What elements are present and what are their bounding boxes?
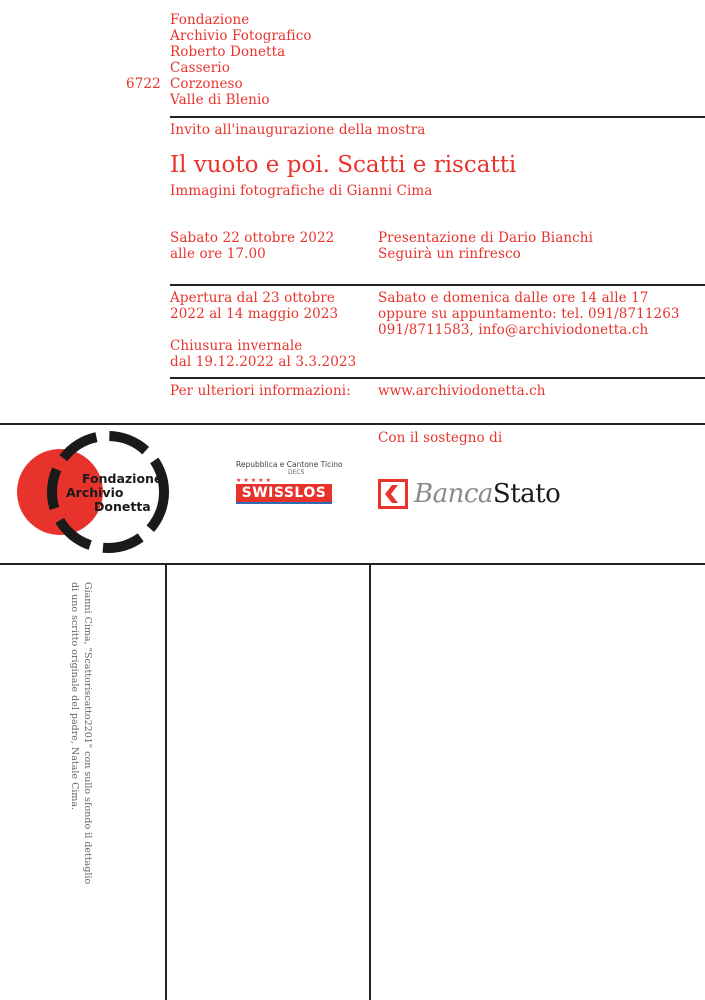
- banca-word: Banca: [414, 479, 493, 509]
- presentation-text: Presentazione di Dario Bianchi: [378, 230, 594, 246]
- divider: [170, 284, 705, 286]
- foundation-logo: [10, 430, 170, 560]
- winter-closure: [170, 338, 356, 370]
- divider: [170, 377, 705, 379]
- stars-icon: ★★★★★: [236, 477, 273, 484]
- address-line: Valle di Blenio: [170, 92, 270, 108]
- divider: [0, 563, 705, 565]
- swisslos-wordmark: SWISSLOS: [236, 484, 332, 504]
- swisslos-decs: DECS: [288, 469, 305, 476]
- website-link[interactable]: www.archiviodonetta.ch: [378, 383, 546, 399]
- bancastato-wordmark: [414, 479, 560, 509]
- winter-closure-line: Chiusura invernale: [170, 338, 303, 354]
- support-label: Con il sostegno di: [378, 430, 503, 446]
- opening-period: [170, 290, 338, 322]
- presentation-block: [378, 230, 593, 262]
- caption-line: Gianni Cima, "Scattoriscatto2201" con sullo sfondo il dettaglio: [82, 582, 93, 885]
- logo-text-line: Donetta: [94, 499, 151, 514]
- opening-period-line: Apertura dal 23 ottobre: [170, 290, 336, 306]
- schedule-line: oppure su appuntamento: tel. 091/8711263: [378, 306, 680, 322]
- caption-line: di uno scritto originale del padre, Natale Cima.: [69, 582, 80, 811]
- bancastato-mark-icon: [378, 479, 408, 509]
- exhibition-title: Il vuoto e poi. Scatti e riscatti: [170, 152, 517, 178]
- photo-caption: [64, 582, 94, 912]
- winter-closure-line: dal 19.12.2022 al 3.3.2023: [170, 354, 357, 370]
- schedule-line: 091/8711583, info@archiviodonetta.ch: [378, 322, 649, 338]
- schedule-line: Sabato e domenica dalle ore 14 alle 17: [378, 290, 649, 306]
- address-line: Archivio Fotografico: [170, 28, 312, 44]
- info-label: Per ulteriori informazioni:: [170, 383, 351, 399]
- swisslos-header: Repubblica e Cantone Ticino: [236, 460, 343, 469]
- opening-period-line: 2022 al 14 maggio 2023: [170, 306, 339, 322]
- column-divider: [165, 563, 167, 1000]
- opening-date: Sabato 22 ottobre 2022: [170, 230, 335, 246]
- exhibition-subtitle: Immagini fotografiche di Gianni Cima: [170, 183, 433, 199]
- bancastato-logo: [378, 478, 560, 510]
- logo-text-line: Archivio: [66, 485, 124, 500]
- divider: [0, 423, 705, 425]
- address-line: Corzoneso: [170, 76, 243, 92]
- stato-word: Stato: [492, 479, 561, 509]
- logo-text-line: Fondazione: [82, 471, 163, 486]
- address-block: [170, 12, 312, 108]
- divider: [170, 116, 705, 118]
- schedule-block: [378, 290, 680, 338]
- opening-time: alle ore 17.00: [170, 246, 266, 262]
- postal-code: 6722: [126, 76, 161, 92]
- address-line: Fondazione: [170, 12, 250, 28]
- refreshment-text: Seguirà un rinfresco: [378, 246, 521, 262]
- address-line: Casserio: [170, 60, 230, 76]
- address-line: Roberto Donetta: [170, 44, 286, 60]
- swisslos-logo: [236, 460, 343, 512]
- invitation-text: Invito all'inaugurazione della mostra: [170, 122, 426, 138]
- column-divider: [369, 563, 371, 1000]
- opening-date-block: [170, 230, 334, 262]
